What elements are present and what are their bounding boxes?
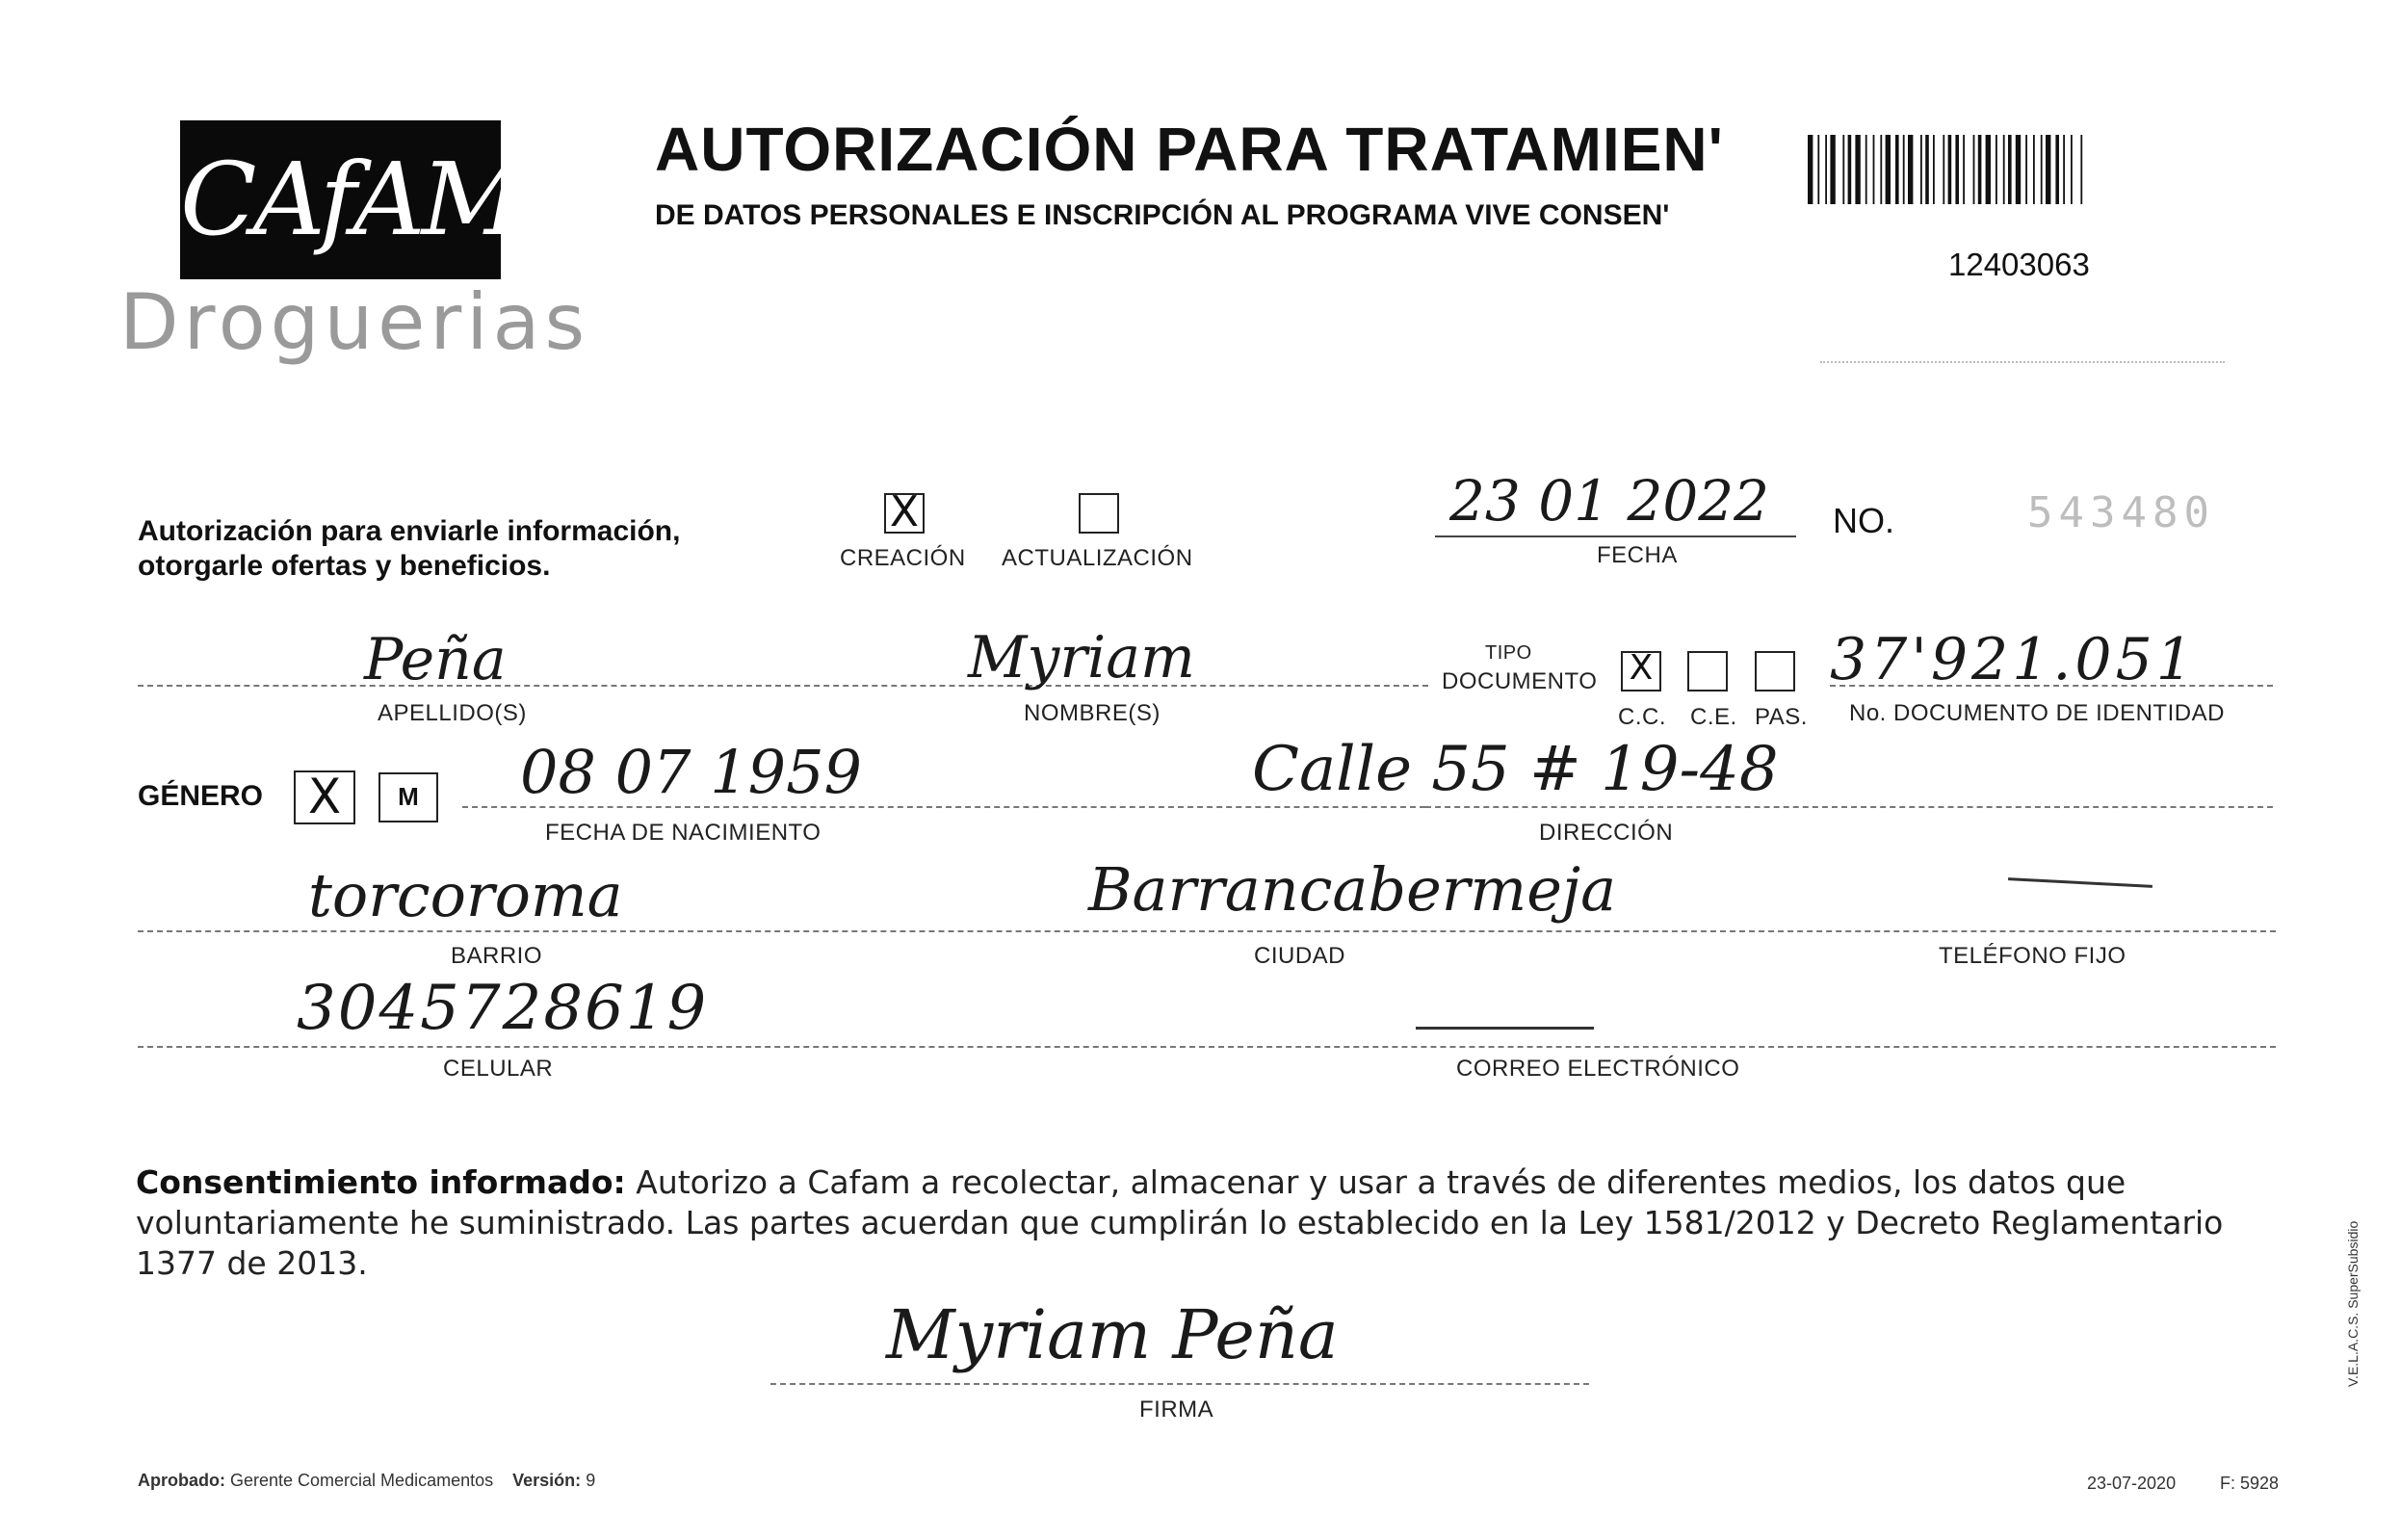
cafam-logo (180, 120, 520, 279)
correo-dash-mark (1416, 1027, 1594, 1030)
form-subtitle: DE DATOS PERSONALES E INSCRIPCIÓN AL PROGRAMA VIVE CONSEN' (655, 199, 1670, 231)
genero-f-mark: X (307, 769, 342, 824)
cc-check-mark: X (1629, 648, 1654, 688)
aprobado-label: Aprobado: (138, 1471, 225, 1490)
logo-text: CAfAM (180, 141, 520, 258)
creacion-label: CREACIÓN (840, 545, 966, 571)
doc-number-line (1830, 685, 2273, 687)
ciudad-value[interactable]: Barrancabermeja (1088, 854, 1617, 925)
fecha-label: FECHA (1597, 542, 1678, 568)
documento-label: DOCUMENTO (1442, 668, 1598, 694)
barcode (1808, 135, 2198, 204)
actualizacion-checkbox[interactable] (1079, 493, 1119, 534)
side-text: V.E.L.A.C.S. SuperSubsidio (2345, 1220, 2361, 1387)
row4-line (138, 1046, 2276, 1048)
footer-date: 23-07-2020 (2087, 1474, 2177, 1493)
barrio-label: BARRIO (451, 943, 543, 969)
nombres-label: NOMBRE(S) (1024, 700, 1161, 726)
telefono-label: TELÉFONO FIJO (1939, 943, 2126, 969)
nacimiento-label: FECHA DE NACIMIENTO (545, 820, 822, 846)
barcode-number: 12403063 (1948, 247, 2090, 282)
celular-label: CELULAR (443, 1056, 554, 1082)
signature-line (770, 1383, 1589, 1385)
row2-line-left (462, 806, 1425, 808)
ce-label: C.E. (1690, 704, 1737, 730)
row1-line (138, 685, 1428, 687)
consent-heading: Consentimiento informado: (136, 1163, 626, 1201)
telefono-dash-mark (2008, 877, 2152, 888)
cc-label: C.C. (1618, 704, 1666, 730)
signature-value: Myriam Peña (886, 1295, 1339, 1374)
correo-label: CORREO ELECTRÓNICO (1456, 1056, 1740, 1082)
version-label: Versión: (512, 1471, 582, 1490)
version-value: 9 (586, 1471, 596, 1490)
authorization-text-line1: Autorización para enviarle información, (138, 515, 681, 547)
pas-label: PAS. (1755, 704, 1808, 730)
row3-line (138, 930, 2276, 932)
creacion-checkbox[interactable] (884, 487, 925, 536)
genero-label: GÉNERO (138, 780, 264, 812)
doc-number-value[interactable]: 37'921.051 (1830, 626, 2197, 693)
barrio-value[interactable]: torcoroma (308, 860, 623, 930)
aprobado-value: Gerente Comercial Medicamentos (230, 1471, 494, 1490)
footer-aprobado (138, 1471, 595, 1491)
consent-body: Autorizo a Cafam a recolectar, almacenar y usar a través de diferentes medios, los datos que voluntariamente he suministrado. Las partes acuerdan que cumplirán lo establecido en la Ley 1581/2012 y Decreto Reglamentario 1377 de 2013. (136, 1163, 2224, 1282)
nacimiento-value[interactable]: 08 07 1959 (520, 737, 862, 807)
apellidos-label: APELLIDO(S) (378, 700, 527, 726)
consent-paragraph (136, 1162, 2269, 1284)
no-value: 543480 (2027, 488, 2215, 537)
celular-value[interactable]: 3045728619 (297, 973, 709, 1044)
apellidos-value[interactable]: Peña (364, 626, 507, 693)
actualizacion-label: ACTUALIZACIÓN (1002, 545, 1193, 571)
faint-dotted-line (1820, 361, 2225, 363)
cc-checkbox[interactable] (1621, 648, 1661, 692)
no-label: NO. (1833, 501, 1895, 540)
pas-checkbox[interactable] (1755, 651, 1795, 692)
footer-form-code: F: 5928 (2220, 1474, 2280, 1493)
tipo-label: TIPO (1485, 642, 1532, 664)
logo-subtext: Droguerias (119, 277, 590, 367)
doc-number-label: No. DOCUMENTO DE IDENTIDAD (1849, 700, 2225, 726)
ciudad-label: CIUDAD (1254, 943, 1346, 969)
authorization-text-line2: otorgarle ofertas y beneficios. (138, 550, 551, 582)
direccion-value[interactable]: Calle 55 # 19-48 (1252, 734, 1779, 805)
fecha-value: 23 01 2022 (1449, 468, 1770, 534)
ce-checkbox[interactable] (1687, 651, 1728, 692)
creacion-check-mark: X (889, 487, 920, 536)
genero-m-label: M (398, 782, 419, 811)
row2-line-right (1425, 806, 2273, 808)
fecha-line (1435, 535, 1796, 537)
genero-f-checkbox[interactable] (294, 770, 355, 824)
nombres-value[interactable]: Myriam (968, 624, 1195, 692)
signature-label: FIRMA (1139, 1396, 1214, 1423)
genero-m-checkbox[interactable] (378, 772, 438, 822)
form-title: AUTORIZACIÓN PARA TRATAMIEN' (655, 115, 1724, 184)
direccion-label: DIRECCIÓN (1539, 820, 1674, 846)
